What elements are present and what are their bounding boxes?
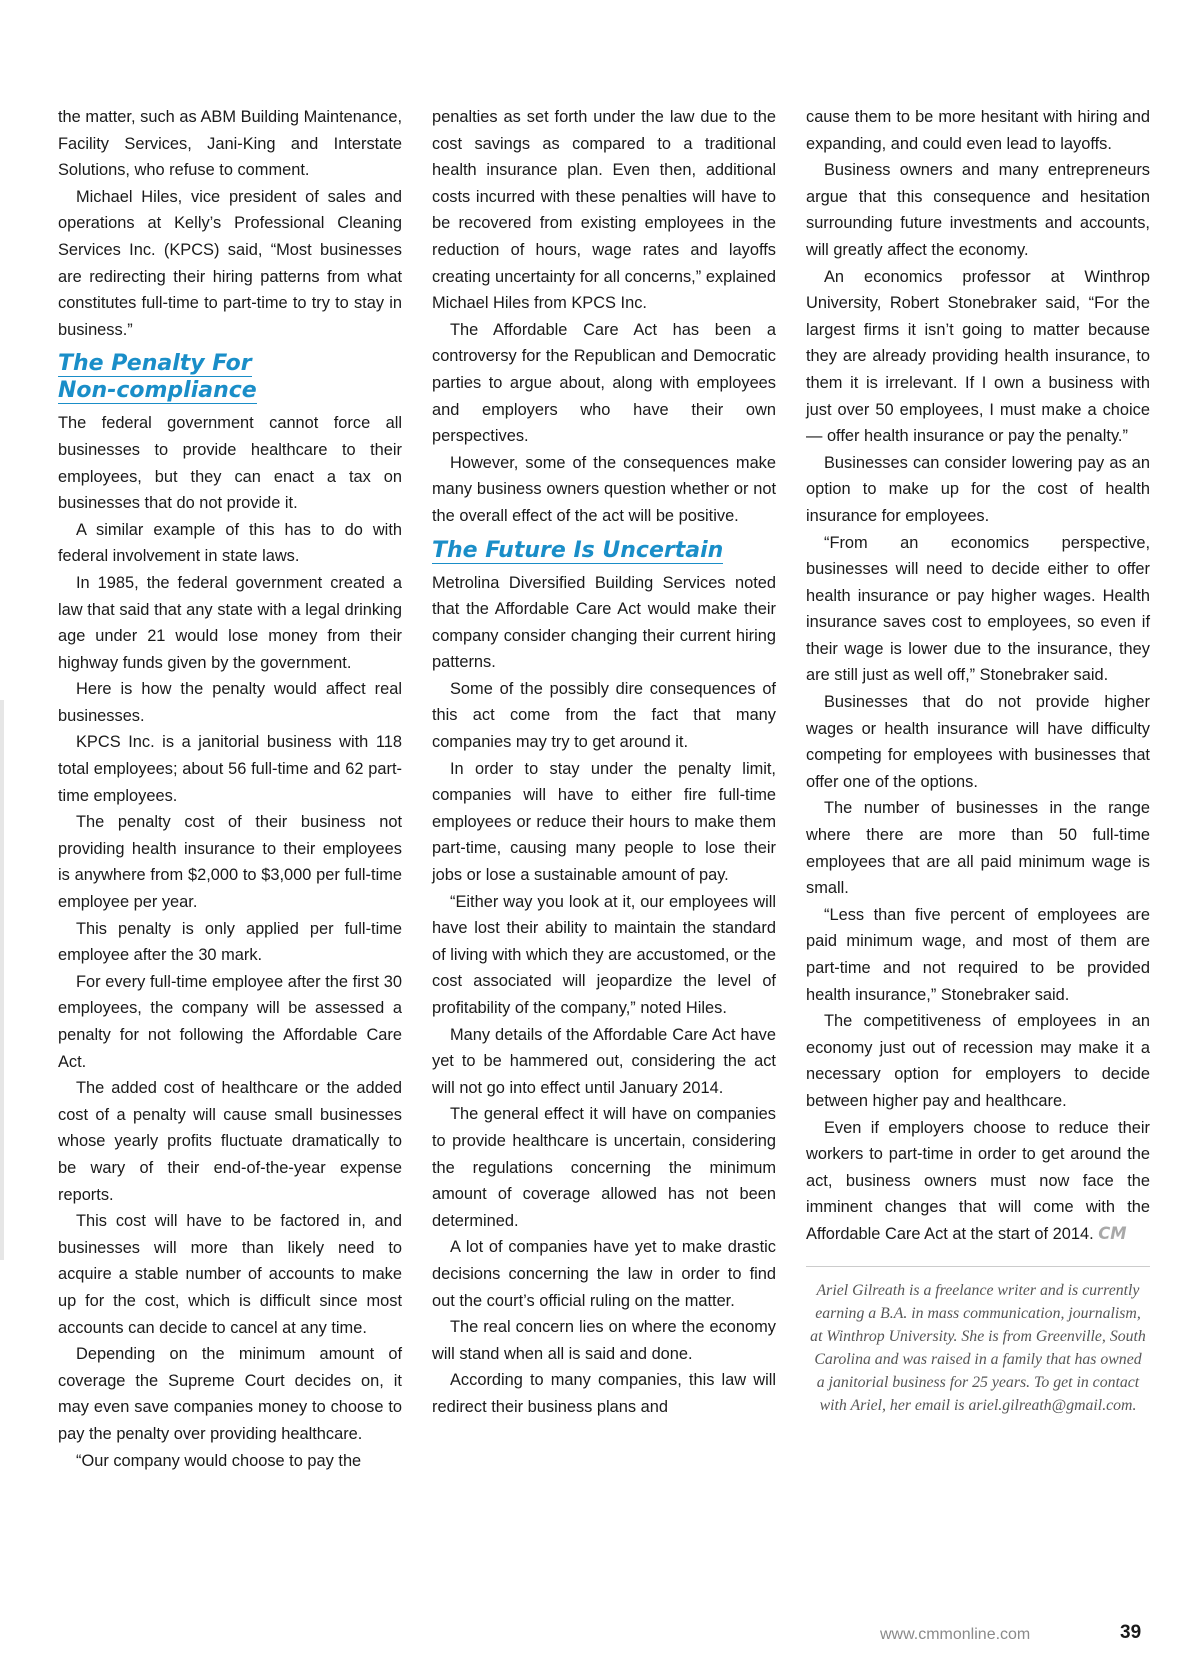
end-of-article-mark: CM bbox=[1098, 1223, 1127, 1243]
paragraph: According to many companies, this law will redirect their business plans and bbox=[432, 1371, 776, 1416]
article-column-3 bbox=[806, 104, 1150, 1417]
final-paragraph bbox=[806, 1115, 1150, 1248]
paragraph: “From an economics perspective, businesses will need to decide either to offer health insurance or pay higher wages. Health insurance saves cost to employees, so even if their wage is lower due to the insurance, they are still just as well off,” Stonebraker said. bbox=[806, 533, 1150, 685]
page-edge-shadow bbox=[0, 700, 4, 1260]
paragraph: Many details of the Affordable Care Act have yet to be hammered out, considering the act will not go into effect until January 2014. bbox=[432, 1025, 776, 1097]
paragraph: The Affordable Care Act has been a controversy for the Republican and Democratic parties to argue about, along with employees and employers who have their own perspectives. bbox=[432, 320, 776, 446]
paragraph: The added cost of healthcare or the added cost of a penalty will cause small businesses whose yearly profits fluctuate dramatically to be wary of their end-of-the-year expense reports. bbox=[58, 1079, 402, 1204]
paragraph: Depending on the minimum amount of coverage the Supreme Court decides on, it may even save companies money to choose to pay the penalty over providing healthcare. bbox=[58, 1345, 402, 1443]
paragraph: “Either way you look at it, our employees will have lost their ability to maintain the standard of living with which they are accustomed, or the cost associated will jeopardize the level of profitability of the company,” noted Hiles. bbox=[432, 892, 776, 1017]
paragraph: An economics professor at Winthrop University, Robert Stonebraker said, “For the largest firms it isn’t going to matter because they are already providing health insurance, to them it is irrelevant. If I own a business with just over 50 employees, I must make a choice — offer health insurance or pay the penalty.” bbox=[806, 267, 1150, 446]
bio-divider bbox=[806, 1266, 1150, 1267]
paragraph: This cost will have to be factored in, and businesses will more than likely need to acquire a stable number of accounts to make up for the cost, which is difficult since most accounts can decide to cancel at any time. bbox=[58, 1212, 402, 1337]
paragraph: Some of the possibly dire consequences of this act come from the fact that many companies may try to get around it. bbox=[432, 679, 776, 752]
paragraph-text: Even if employers choose to reduce their workers to part-time in order to get around the act, business owners must now face the imminent changes that will come with the Affordable Care Act at the start of 2014. bbox=[806, 1118, 1150, 1243]
paragraph: the matter, such as ABM Building Maintenance, Facility Services, Jani-King and Interstate Solutions, who refuse to comment. bbox=[58, 108, 402, 180]
author-bio: Ariel Gilreath is a freelance writer and is currently earning a B.A. in mass communication, journalism, at Winthrop University. She is from Greenville, South Carolina and was raised in a family that has owned a janitorial business for 25 years. To get in contact with Ariel, her email is ariel.gilreath@gmail.com. bbox=[810, 1281, 1146, 1414]
paragraph: The federal government cannot force all businesses to provide healthcare to their employees, but they can enact a tax on businesses that do not provide it. bbox=[58, 414, 402, 513]
paragraph: In order to stay under the penalty limit, companies will have to either fire full-time employees or reduce their hours to make them part-time, causing many people to lose their jobs or lose a sustainable amount of pay. bbox=[432, 759, 776, 885]
section-heading-future bbox=[432, 537, 776, 564]
paragraph: cause them to be more hesitant with hiring and expanding, and could even lead to layoffs. bbox=[806, 108, 1150, 153]
heading-line: The Future Is Uncertain bbox=[432, 537, 724, 563]
page-number: 39 bbox=[1120, 1622, 1142, 1643]
paragraph: Michael Hiles, vice president of sales and operations at Kelly’s Professional Cleaning Services Inc. (KPCS) said, “Most businesses are redirecting their hiring patterns from what constitutes full-time to part-time to try to stay in business.” bbox=[58, 187, 402, 339]
paragraph: However, some of the consequences make many business owners question whether or not the overall effect of the act will be positive. bbox=[432, 453, 776, 525]
heading-line: Non-compliance bbox=[58, 378, 257, 404]
paragraph: Business owners and many entrepreneurs argue that this consequence and hesitation surrounding future investments and accounts, will greatly affect the economy. bbox=[806, 161, 1150, 259]
paragraph: A similar example of this has to do with federal involvement in state laws. bbox=[58, 520, 402, 566]
paragraph: Here is how the penalty would affect real businesses. bbox=[58, 680, 402, 725]
paragraph: In 1985, the federal government created a law that said that any state with a legal drinking age under 21 would lose money from their highway funds given by the government. bbox=[58, 573, 402, 672]
paragraph: For every full-time employee after the first 30 employees, the company will be assessed a penalty for not following the Affordable Care Act. bbox=[58, 972, 402, 1071]
paragraph: penalties as set forth under the law due to the cost savings as compared to a traditional health insurance plan. Even then, additional costs incurred with these penalties will have to be recovered from existing employees in the reduction of hours, wage rates and layoffs creating uncertainty for all concerns,” explained Michael Hiles from KPCS Inc. bbox=[432, 108, 776, 313]
paragraph: The number of businesses in the range where there are more than 50 full-time employees that are all paid minimum wage is small. bbox=[806, 799, 1150, 898]
paragraph: The real concern lies on where the economy will stand when all is said and done. bbox=[432, 1318, 776, 1363]
paragraph: Businesses that do not provide higher wages or health insurance will have difficulty competing for employees with businesses that offer one of the options. bbox=[806, 693, 1150, 791]
paragraph: “Less than five percent of employees are paid minimum wage, and most of them are part-time and not required to be provided health insurance,” Stonebraker said. bbox=[806, 905, 1150, 1004]
footer-website-url: www.cmmonline.com bbox=[880, 1626, 1031, 1643]
paragraph: Metrolina Diversified Building Services noted that the Affordable Care Act would make their company consider changing their current hiring patterns. bbox=[432, 573, 776, 672]
paragraph: “Our company would choose to pay the bbox=[76, 1451, 362, 1470]
paragraph: This penalty is only applied per full-time employee after the 30 mark. bbox=[58, 919, 402, 965]
article-column-2 bbox=[432, 104, 776, 1421]
paragraph: A lot of companies have yet to make drastic decisions concerning the law in order to find out the court’s official ruling on the matter. bbox=[432, 1238, 776, 1310]
paragraph: The penalty cost of their business not providing health insurance to their employees is anywhere from $2,000 to $3,000 per full-time employee per year. bbox=[58, 813, 402, 912]
paragraph: Businesses can consider lowering pay as an option to make up for the cost of health insurance for employees. bbox=[806, 453, 1150, 525]
paragraph: The general effect it will have on companies to provide healthcare is uncertain, considering the regulations concerning the minimum amount of coverage allowed has not been determined. bbox=[432, 1105, 776, 1230]
article-column-1 bbox=[58, 104, 402, 1474]
paragraph: The competitiveness of employees in an economy just out of recession may make it a necessary option for employers to decide between higher pay and healthcare. bbox=[806, 1012, 1150, 1110]
section-heading-penalty bbox=[58, 350, 402, 404]
paragraph: KPCS Inc. is a janitorial business with 118 total employees; about 56 full-time and 62 part-time employees. bbox=[58, 733, 402, 805]
heading-line: The Penalty For bbox=[58, 351, 252, 377]
